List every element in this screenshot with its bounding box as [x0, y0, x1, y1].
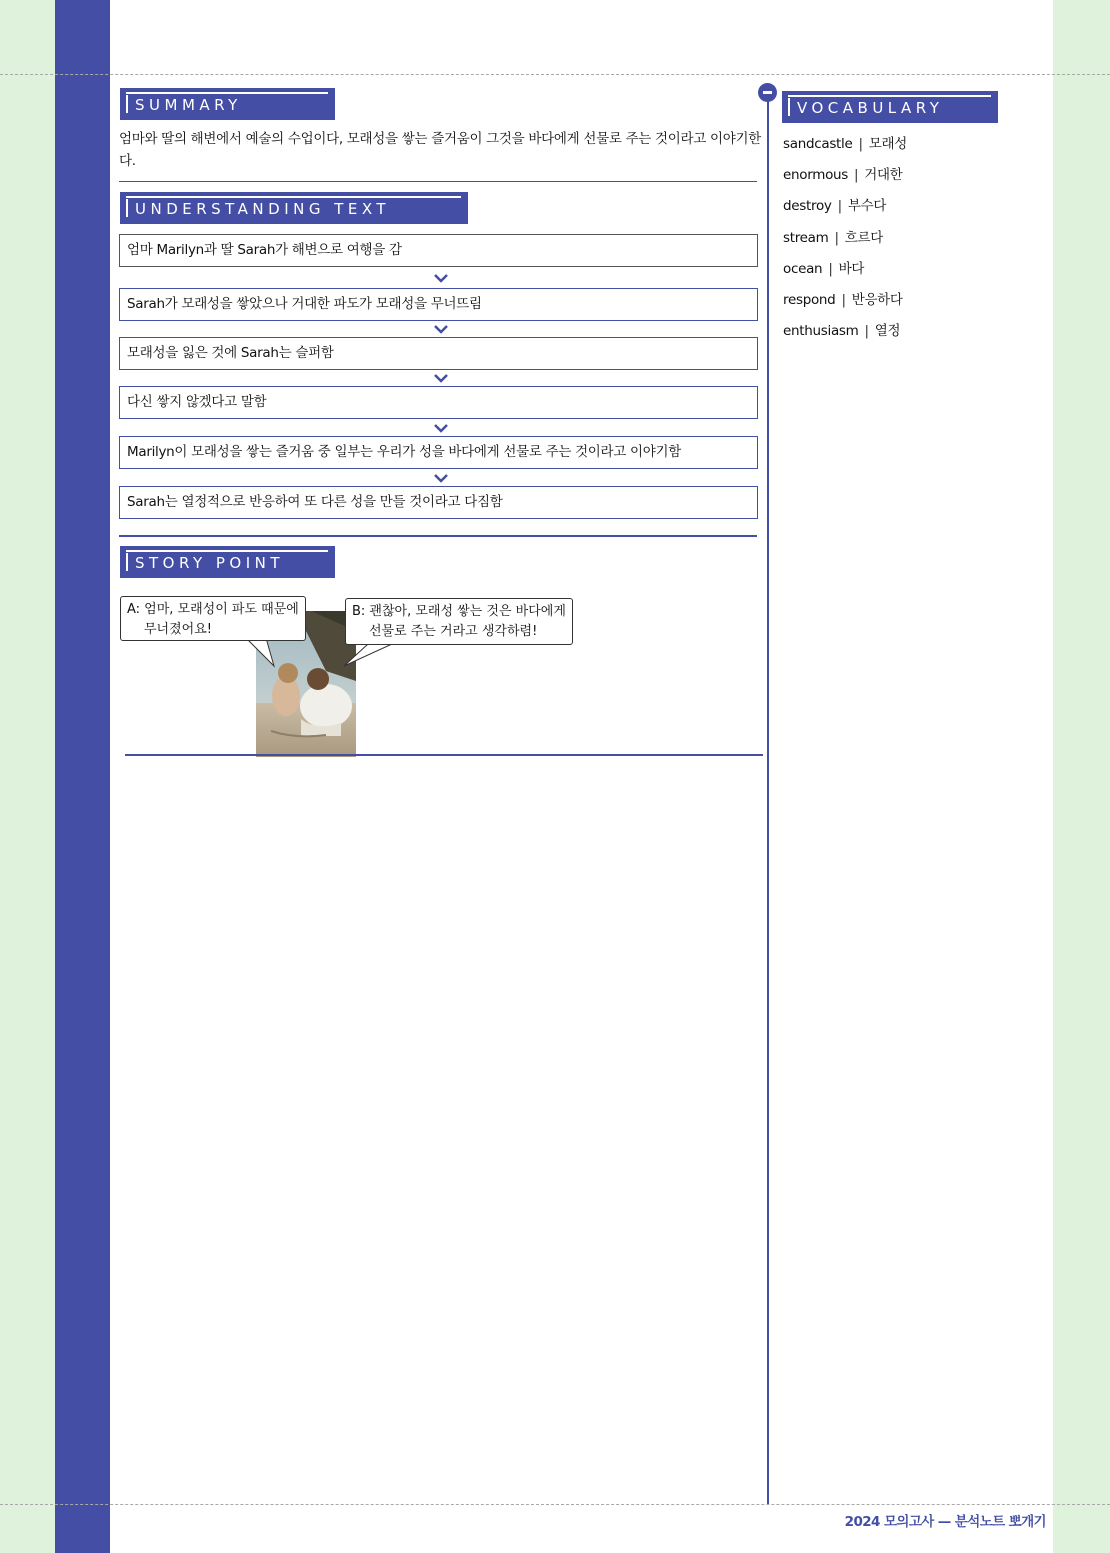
story-point-heading: STORY POINT: [120, 546, 335, 578]
vocab-meaning: 거대한: [864, 167, 903, 184]
flow-step-3: 모래성을 잃은 것에 Sarah는 슬퍼함: [119, 337, 758, 370]
vocab-item: [783, 290, 1043, 321]
vocab-meaning: 열정: [874, 323, 901, 340]
vocab-separator: |: [837, 198, 842, 215]
bubble-a-line-2: 무너졌어요!: [144, 622, 213, 637]
flow-step-6: Sarah는 열정적으로 반응하여 또 다른 성을 만들 것이라고 다짐함: [119, 486, 758, 519]
top-dashed-rule: [0, 74, 1110, 75]
summary-heading: SUMMARY: [120, 88, 335, 120]
bubble-b-tail: [340, 642, 400, 668]
vocab-meaning: 반응하다: [851, 291, 903, 308]
vocab-item: [783, 196, 1043, 227]
chevron-down-icon: [433, 423, 449, 433]
vocab-separator: |: [864, 323, 869, 340]
vocab-separator: |: [841, 291, 846, 308]
column-divider: [767, 92, 769, 1504]
vocab-word: ocean: [783, 260, 823, 277]
speech-bubble-b: [345, 598, 573, 645]
flow-step-2: Sarah가 모래성을 쌓았으나 거대한 파도가 모래성을 무너뜨림: [119, 288, 758, 321]
vocab-separator: |: [828, 260, 833, 277]
vocab-word: destroy: [783, 198, 832, 215]
chevron-down-icon: [433, 324, 449, 334]
vocab-item: [783, 259, 1043, 290]
right-margin-band: [1053, 0, 1110, 1553]
summary-divider: [119, 181, 757, 182]
vocab-item: [783, 321, 1043, 352]
vocab-separator: |: [854, 167, 859, 184]
chevron-down-icon: [433, 373, 449, 383]
bubble-b-line-2: 선물로 주는 거라고 생각하렴!: [369, 624, 538, 639]
vocab-item: [783, 165, 1043, 196]
vocab-word: respond: [783, 291, 836, 308]
bubble-b-line-1: B: 괜찮아, 모래성 쌓는 것은 바다에게: [352, 604, 566, 619]
vocab-meaning: 부수다: [847, 198, 887, 215]
understanding-divider: [119, 535, 757, 537]
bottom-dashed-rule: [0, 1504, 1110, 1505]
vocab-separator: |: [858, 136, 863, 152]
left-blue-stripe: [55, 0, 110, 1553]
bubble-a-line-1: A: 엄마, 모래성이 파도 때문에: [127, 602, 299, 617]
vocab-word: enormous: [783, 167, 849, 184]
vocab-meaning: 바다: [838, 260, 865, 277]
minus-circle-icon: [758, 83, 777, 102]
vocab-word: enthusiasm: [783, 323, 859, 340]
speech-bubble-a: [120, 596, 306, 641]
vocabulary-list: [783, 134, 1043, 352]
left-margin-band: [0, 0, 55, 1553]
vocab-meaning: 모래성: [868, 136, 907, 152]
flow-step-4: 다신 쌓지 않겠다고 말함: [119, 386, 758, 419]
chevron-down-icon: [433, 273, 449, 283]
vocab-word: stream: [783, 229, 829, 246]
understanding-heading: UNDERSTANDING TEXT: [120, 192, 468, 224]
vocab-item: [783, 228, 1043, 259]
vocab-meaning: 흐르다: [844, 229, 883, 246]
vocabulary-heading: VOCABULARY: [782, 91, 998, 123]
flow-step-5: Marilyn이 모래성을 쌓는 즐거움 중 일부는 우리가 성을 바다에게 선물로 주는 것이라고 이야기함: [119, 436, 758, 469]
footer-title: 2024 모의고사 — 분석노트 뽀개기: [844, 1514, 1046, 1530]
chevron-down-icon: [433, 473, 449, 483]
summary-text: 엄마와 딸의 해변에서 예술의 수업이다, 모래성을 쌓는 즐거움이 그것을 바다에게 선물로 주는 것이라고 이야기한다.: [119, 131, 761, 169]
vocab-item: [783, 134, 1043, 165]
story-point-divider: [125, 754, 763, 756]
vocab-word: sandcastle: [783, 136, 853, 152]
flow-step-1: 엄마 Marilyn과 딸 Sarah가 해변으로 여행을 감: [119, 234, 758, 267]
vocab-separator: |: [834, 229, 839, 246]
